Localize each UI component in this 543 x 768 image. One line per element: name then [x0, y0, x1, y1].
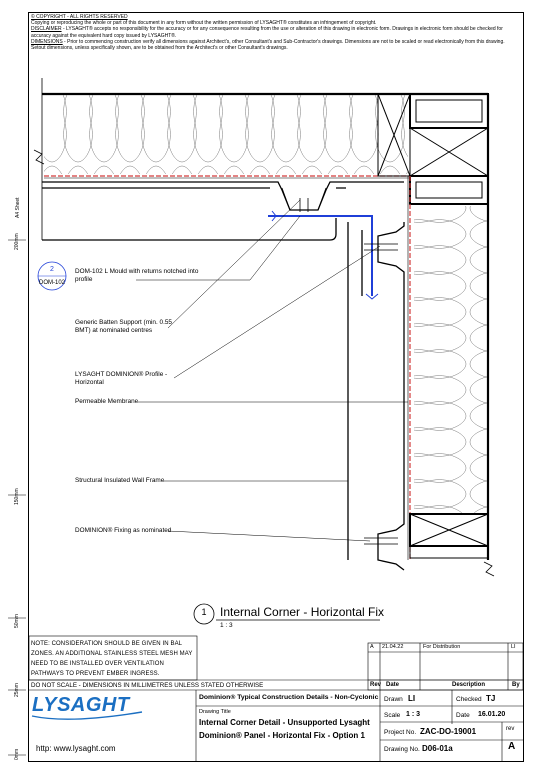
project-label: Project No.	[384, 729, 417, 736]
sheet-size-label: A4 Sheet	[15, 197, 21, 218]
dimensions-text: - Prior to commencing construction verify all dimensions against Architect's, other Consultant's and Sub-Contractor's drawings. Dimensions are not to be scaled or read electronically from this drawing. Setout dimensions, unless specifically shown, are to be obtained from the Architect's or other Consultant's drawings.	[31, 38, 505, 52]
rev-head-date: Date	[386, 682, 400, 688]
callout-mould: DOM-102 L Mould with returns notched into profile	[75, 268, 199, 283]
detail-ref-sheet: DOM-102	[38, 280, 65, 286]
fixings	[300, 198, 398, 544]
drawing-title-label: Drawing Title	[199, 709, 231, 715]
top-wall-insulation	[44, 94, 408, 174]
lysaght-logo	[30, 694, 148, 724]
detail-number: 1	[201, 607, 207, 617]
drawing-no-value: D06-01a	[422, 744, 453, 753]
date-label: Date	[456, 712, 470, 719]
logo-text: LYSAGHT	[32, 694, 130, 716]
base-framing	[410, 514, 488, 558]
rule-0-label: 0mm	[14, 748, 20, 760]
drawing-no-label: Drawing No.	[384, 746, 420, 753]
checked-value: TJ	[486, 694, 496, 703]
rev-row-by: LI	[511, 644, 516, 650]
project-value: ZAC-DO-19001	[420, 727, 477, 736]
rev-head-rev: Rev	[370, 682, 382, 688]
drawing-title-line1: Internal Corner Detail - Unsupported Lysaght	[199, 718, 370, 727]
side-wall-insulation	[414, 206, 488, 514]
rev-row-rev: A	[370, 644, 374, 650]
rule-150-label: 150mm	[14, 488, 20, 505]
detail-title: Internal Corner - Horizontal Fix	[220, 605, 385, 619]
dominion-profile-top	[42, 182, 404, 240]
rule-25-label: 25mm	[14, 683, 20, 697]
website: http: www.lysaght.com	[36, 744, 116, 753]
copyright-title: © COPYRIGHT - ALL RIGHTS RESERVED	[31, 14, 128, 20]
rev-label: rev	[506, 726, 515, 732]
callout-frame: Structural Insulated Wall Frame	[75, 477, 165, 484]
detail-ref-number: 2	[50, 266, 54, 273]
rule-50-label: 50mm	[14, 614, 20, 628]
drawn-label: Drawn	[384, 696, 403, 703]
dominion-profile-side	[348, 222, 404, 570]
callout-membrane: Permeable Membrane	[75, 398, 139, 405]
callout-fixing: DOMINION® Fixing as nominated	[75, 527, 172, 534]
rev-row-date: 21.04.22	[382, 644, 404, 650]
do-not-scale-note: DO NOT SCALE - DIMENSIONS IN MILLIMETRES UNLESS STATED OTHERWISE	[31, 682, 264, 689]
date-value: 16.01.20	[478, 711, 506, 718]
drawing-title-line2: Dominion® Panel - Horizontal Fix - Option 1	[199, 731, 365, 740]
l-mould	[268, 216, 372, 296]
drawn-value: LI	[408, 694, 416, 703]
scale-value: 1 : 3	[406, 711, 421, 718]
drawing-series: Dominion® Typical Construction Details - Non-Cyclonic	[199, 694, 379, 701]
rule-200-label: 200mm	[14, 233, 20, 250]
rev-row-description: For Distribution	[423, 644, 461, 650]
copyright-text: Copying or reproducing the whole or part of this document in any form without the written permission of LYSAGHT® constitutes an infringement of copyright.	[31, 20, 377, 27]
disclaimer-head: DISCLAIMER	[31, 26, 62, 33]
disclaimer-text: - LYSAGHT® accepts no responsibility for the accuracy or for any consequence resulting from the use or alteration of this drawing in electronic form. Drawings in electronic form should be checked for accuracy against the equivalent hard copy issued by LYSAGHT®.	[31, 26, 503, 39]
callout-profile: LYSAGHT DOMINION® Profile - Horizontal	[75, 371, 168, 386]
dimensions-head: DIMENSIONS	[31, 38, 63, 45]
rev-head-by: By	[512, 682, 520, 688]
rev-value: A	[508, 741, 516, 752]
callout-batten: Generic Batten Support (min. 0.55 BMT) at nominated centres	[75, 319, 172, 334]
rev-head-description: Description	[452, 682, 486, 688]
checked-label: Checked	[456, 696, 482, 703]
detail-scale: 1 : 3	[220, 622, 233, 629]
bal-zone-note: NOTE: CONSIDERATION SHOULD BE GIVEN IN BAL ZONES. AN ADDITIONAL STAINLESS STEEL MESH MAY NEED TO BE INSTALLED OVER VENTILATION PATHWAYS TO PREVENT EMBER INGRESS.	[31, 641, 193, 677]
scale-label: Scale	[384, 712, 401, 719]
margin-ruler	[8, 240, 26, 755]
